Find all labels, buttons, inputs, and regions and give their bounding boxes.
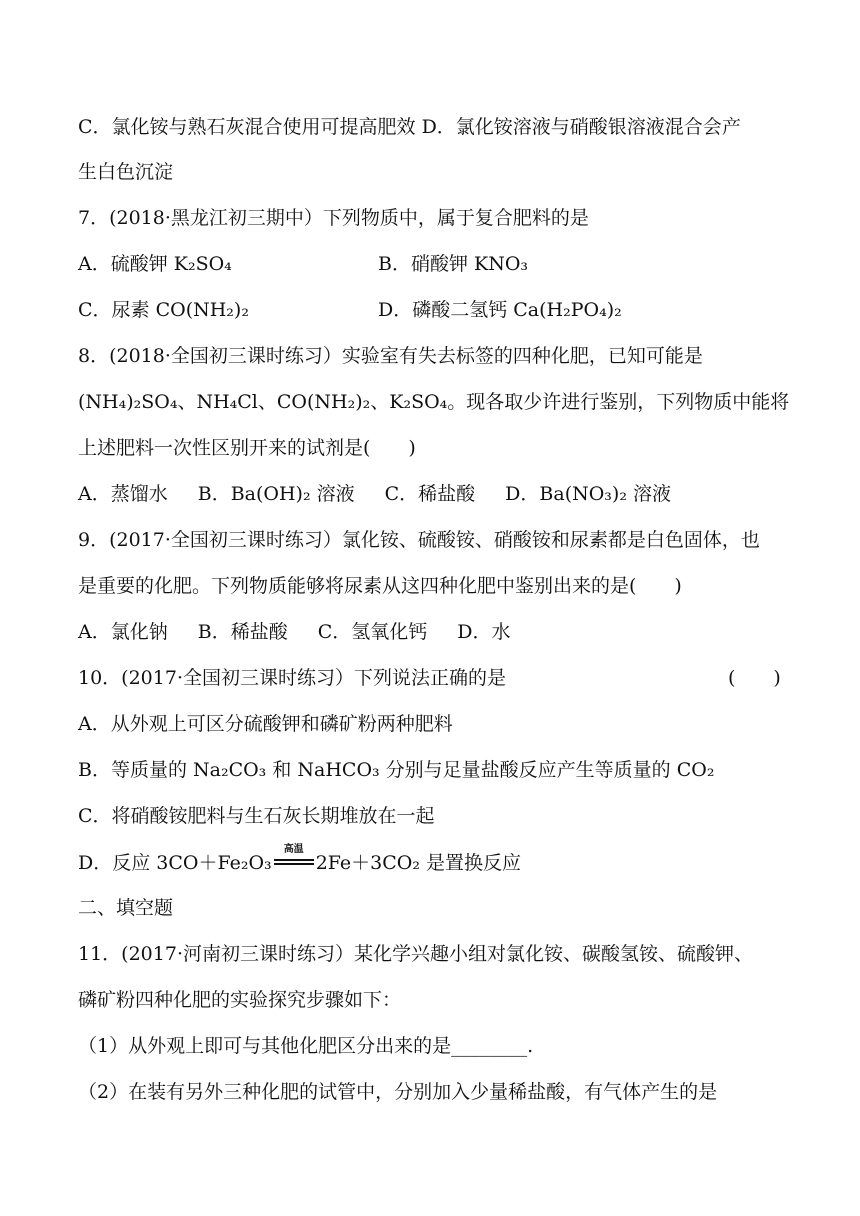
section-heading-fill-in: 二、填空题 xyxy=(78,897,174,919)
question-10: 10．(2017·全国初三课时练习）下列说法正确的是 xyxy=(78,667,506,689)
q9-option-d: D．水 xyxy=(457,621,511,643)
q9-option-b: B．稀盐酸 xyxy=(197,621,288,643)
q7-option-a: A．硫酸钾 K₂SO₄ xyxy=(78,253,232,275)
question-11-line2: 磷矿粉四种化肥的实验探究步骤如下： xyxy=(78,989,402,1011)
q10d-reactants: D．反应 3CO＋Fe₂O₃ xyxy=(78,852,272,874)
q8-option-c: C．稀盐酸 xyxy=(384,483,476,505)
q10-option-b: B．等质量的 Na₂CO₃ 和 NaHCO₃ 分别与足量盐酸反应产生等质量的 CO₂ xyxy=(78,759,715,781)
q9-option-a: A．氯化钠 xyxy=(78,621,168,643)
question-9-line1: 9．(2017·全国初三课时练习）氯化铵、硫酸铵、硝酸铵和尿素都是白色固体，也 xyxy=(78,529,760,551)
question-8-line1: 8．(2018·全国初三课时练习）实验室有失去标签的四种化肥，已知可能是 xyxy=(78,345,703,367)
reaction-condition-arrow xyxy=(272,844,316,871)
q8-options xyxy=(78,483,671,505)
q6-options-cd-line2: 生白色沉淀 xyxy=(78,161,174,183)
q6-options-cd-line1: C．氯化铵与熟石灰混合使用可提高肥效 D．氯化铵溶液与硝酸银溶液混合会产 xyxy=(78,116,741,138)
q10d-products: 2Fe＋3CO₂ 是置换反应 xyxy=(315,852,522,874)
q7-options-row1 xyxy=(78,253,860,275)
q11-step-1: （1）从外观上即可与其他化肥区分出来的是________. xyxy=(78,1035,534,1057)
q10-answer-paren: ( ) xyxy=(728,667,781,689)
q8-option-b: B．Ba(OH)₂ 溶液 xyxy=(197,483,355,505)
question-8-line2: (NH₄)₂SO₄、NH₄Cl、CO(NH₂)₂、K₂SO₄。现各取少许进行鉴别，下列物质中能将 xyxy=(78,391,790,413)
question-11-line1: 11．(2017·河南初三课时练习）某化学兴趣小组对氯化铵、碳酸氢铵、硫酸钾、 xyxy=(78,943,753,965)
q9-options xyxy=(78,621,510,643)
q11-step-2: （2）在装有另外三种化肥的试管中，分别加入少量稀盐酸，有气体产生的是 xyxy=(78,1081,718,1103)
q8-option-d: D．Ba(NO₃)₂ 溶液 xyxy=(505,483,671,505)
q7-option-c: C．尿素 CO(NH₂)₂ xyxy=(78,299,249,321)
q10-option-d xyxy=(78,844,522,874)
q10-option-c: C．将硝酸铵肥料与生石灰长期堆放在一起 xyxy=(78,805,435,827)
q7-option-b: B．硝酸钾 KNO₃ xyxy=(378,253,529,275)
question-8-line3: 上述肥料一次性区别开来的试剂是( ) xyxy=(78,437,416,459)
question-9-line2: 是重要的化肥。下列物质能够将尿素从这四种化肥中鉴别出来的是( ) xyxy=(78,575,682,597)
q8-option-a: A．蒸馏水 xyxy=(78,483,168,505)
question-7: 7．(2018·黑龙江初三期中）下列物质中，属于复合肥料的是 xyxy=(78,207,589,229)
reaction-condition-label: 高温 xyxy=(283,844,304,855)
q9-option-c: C．氢氧化钙 xyxy=(317,621,428,643)
q7-options-row2 xyxy=(78,299,860,321)
q10-option-a: A．从外观上可区分硫酸钾和磷矿粉两种肥料 xyxy=(78,713,453,735)
q7-option-d: D．磷酸二氢钙 Ca(H₂PO₄)₂ xyxy=(378,299,622,321)
